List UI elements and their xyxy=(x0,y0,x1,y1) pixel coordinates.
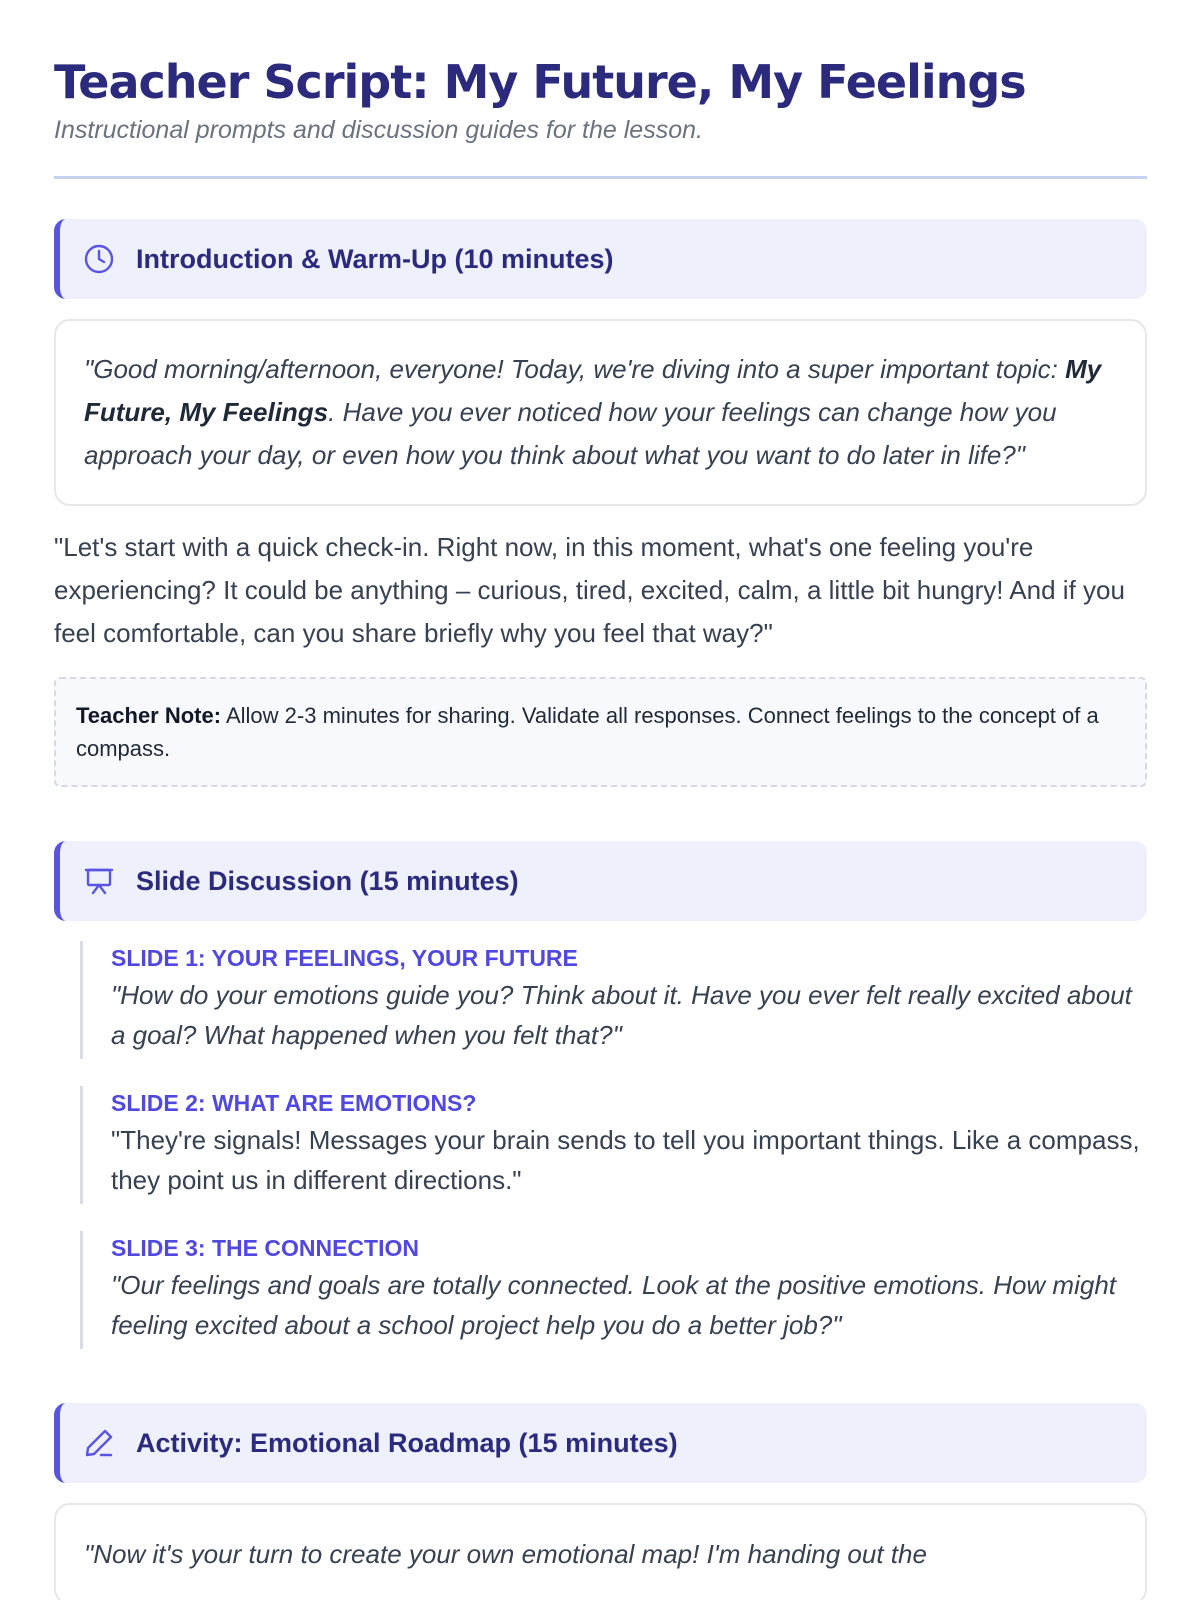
presentation-icon xyxy=(82,864,116,898)
intro-quote-end: . Have you ever noticed how your feelings can change how you approach your day, or even how you think about what you want to do later in life?" xyxy=(84,397,1057,470)
header-divider xyxy=(54,176,1147,179)
checkin-paragraph: "Let's start with a quick check-in. Right now, in this moment, what's one feeling you're experiencing? It could be anything – curious, tired, excited, calm, a little bit hungry! And if you feel comfortable, can you share briefly why you feel that way?" xyxy=(54,532,1125,648)
clock-icon xyxy=(82,242,116,276)
slide-item xyxy=(80,1231,1147,1349)
slide-text: "They're signals! Messages your brain sends to tell you important things. Like a compass, they point us in different directions." xyxy=(111,1125,1140,1195)
teacher-note xyxy=(54,677,1147,787)
intro-quote-topic: My Future, My Feelings xyxy=(84,354,1102,427)
page-subtitle: Instructional prompts and discussion guides for the lesson. xyxy=(54,116,703,144)
slide-list xyxy=(54,941,1147,1349)
section-title-introduction: Introduction & Warm-Up (10 minutes) xyxy=(136,243,614,274)
pencil-icon xyxy=(82,1426,116,1460)
slide-item xyxy=(80,1086,1147,1204)
section-header-slide-discussion xyxy=(54,841,1147,921)
teacher-note-text: Allow 2-3 minutes for sharing. Validate all responses. Connect feelings to the concept of a compass. xyxy=(76,703,1099,761)
activity-quote-card: "Now it's your turn to create your own emotional map! I'm handing out the xyxy=(54,1503,1147,1600)
section-header-activity xyxy=(54,1403,1147,1483)
slide-text: "Our feelings and goals are totally connected. Look at the positive emotions. How might feeling excited about a school project help you do a better job?" xyxy=(111,1270,1117,1340)
page-title: Teacher Script: My Future, My Feelings xyxy=(54,55,1026,109)
slide-text: "How do your emotions guide you? Think about it. Have you ever felt really excited about a goal? What happened when you felt that?" xyxy=(111,980,1132,1050)
intro-quote-start: "Good morning/afternoon, everyone! Today, we're diving into a super important topic: xyxy=(84,354,1066,384)
teacher-note-label: Teacher Note: xyxy=(76,703,222,728)
document-content xyxy=(54,0,1147,1600)
section-title-activity: Activity: Emotional Roadmap (15 minutes) xyxy=(136,1427,678,1458)
section-title-slide-discussion: Slide Discussion (15 minutes) xyxy=(136,865,519,896)
slide-title: SLIDE 1: YOUR FEELINGS, YOUR FUTURE xyxy=(111,945,578,971)
slide-title: SLIDE 3: THE CONNECTION xyxy=(111,1235,419,1261)
slide-title: SLIDE 2: WHAT ARE EMOTIONS? xyxy=(111,1090,477,1116)
section-header-introduction xyxy=(54,219,1147,299)
slide-item xyxy=(80,941,1147,1059)
intro-quote-card xyxy=(54,319,1147,506)
